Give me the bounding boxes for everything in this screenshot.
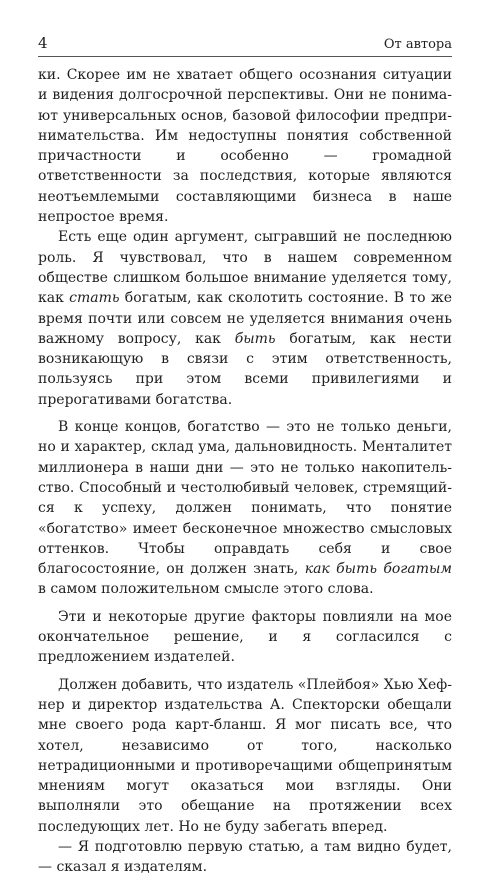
text-run: Эти и некоторые другие факторы повлияли на мое окончательное решение, и я согласился с предложением издателей. <box>38 608 452 666</box>
paragraph <box>38 675 452 837</box>
page-number: 4 <box>38 34 48 52</box>
body-text <box>38 65 452 878</box>
paragraph <box>38 65 452 227</box>
text-run: В конце концов, богатство — это не только деньги, но и характер, склад ума, дальновидность. Менталитет миллионера в наши дни — это не только накопительство. Способный и честолюбивый человек, стремящийся к успеху, должен понимать, что понятие «богатство» имеет бесконечное множество смысловых оттенков. Чтобы оправдать себя и свое благосостояние, он должен знать, <box>38 419 452 578</box>
book-page <box>38 34 452 878</box>
emphasized-text: стать <box>69 290 120 307</box>
paragraph <box>38 607 452 668</box>
paragraph <box>38 417 452 600</box>
text-run: богатым, как сколотить состояние. В то же время почти или совсем не уделяется внимания очень важному вопросу, как <box>38 290 452 347</box>
text-run: Есть еще один аргумент, сыгравший не последнюю роль. Я чувствовал, что в нашем современном обществе слишком большое внимание уделяется тому, как <box>38 229 452 307</box>
text-run: ки. Скорее им не хватает общего осознания ситуации и видения долгосрочной перспективы. Они не понимают универсальных основ, базовой философии предпринимательства. Им недоступны понятия собственной причастности и особенно — громадной ответственности за последствия, которые являются неотъемлемыми составляющими бизнеса в наше непростое время. <box>38 67 452 226</box>
paragraph <box>38 837 452 878</box>
paragraph <box>38 227 452 410</box>
emphasized-text: быть <box>234 330 276 347</box>
running-header <box>38 34 452 57</box>
section-title: От автора <box>383 37 452 52</box>
text-run: в самом положительном смысле этого слова. <box>38 581 374 598</box>
text-run: — Я подготовлю первую статью, а там видно будет, — сказал я издателям. <box>38 838 452 876</box>
text-run: Должен добавить, что издатель «Плейбоя» Хью Хефнер и директор издательства А. Спекторски обещали мне своего рода карт-бланш. Я мог писать все, что хотел, независимо от того, насколько нетрадиционными и противоречащими общепринятым мнениям могут оказаться мои взгляды. Они выполняли это обещание на протяжении всех последующих лет. Но не буду забегать вперед. <box>38 676 452 835</box>
emphasized-text: как быть богатым <box>304 561 453 578</box>
text-run: богатым, как нести возникающую в связи с этим ответственность, пользуясь при этом всеми привилегиями и прерогативами богатства. <box>38 330 452 408</box>
